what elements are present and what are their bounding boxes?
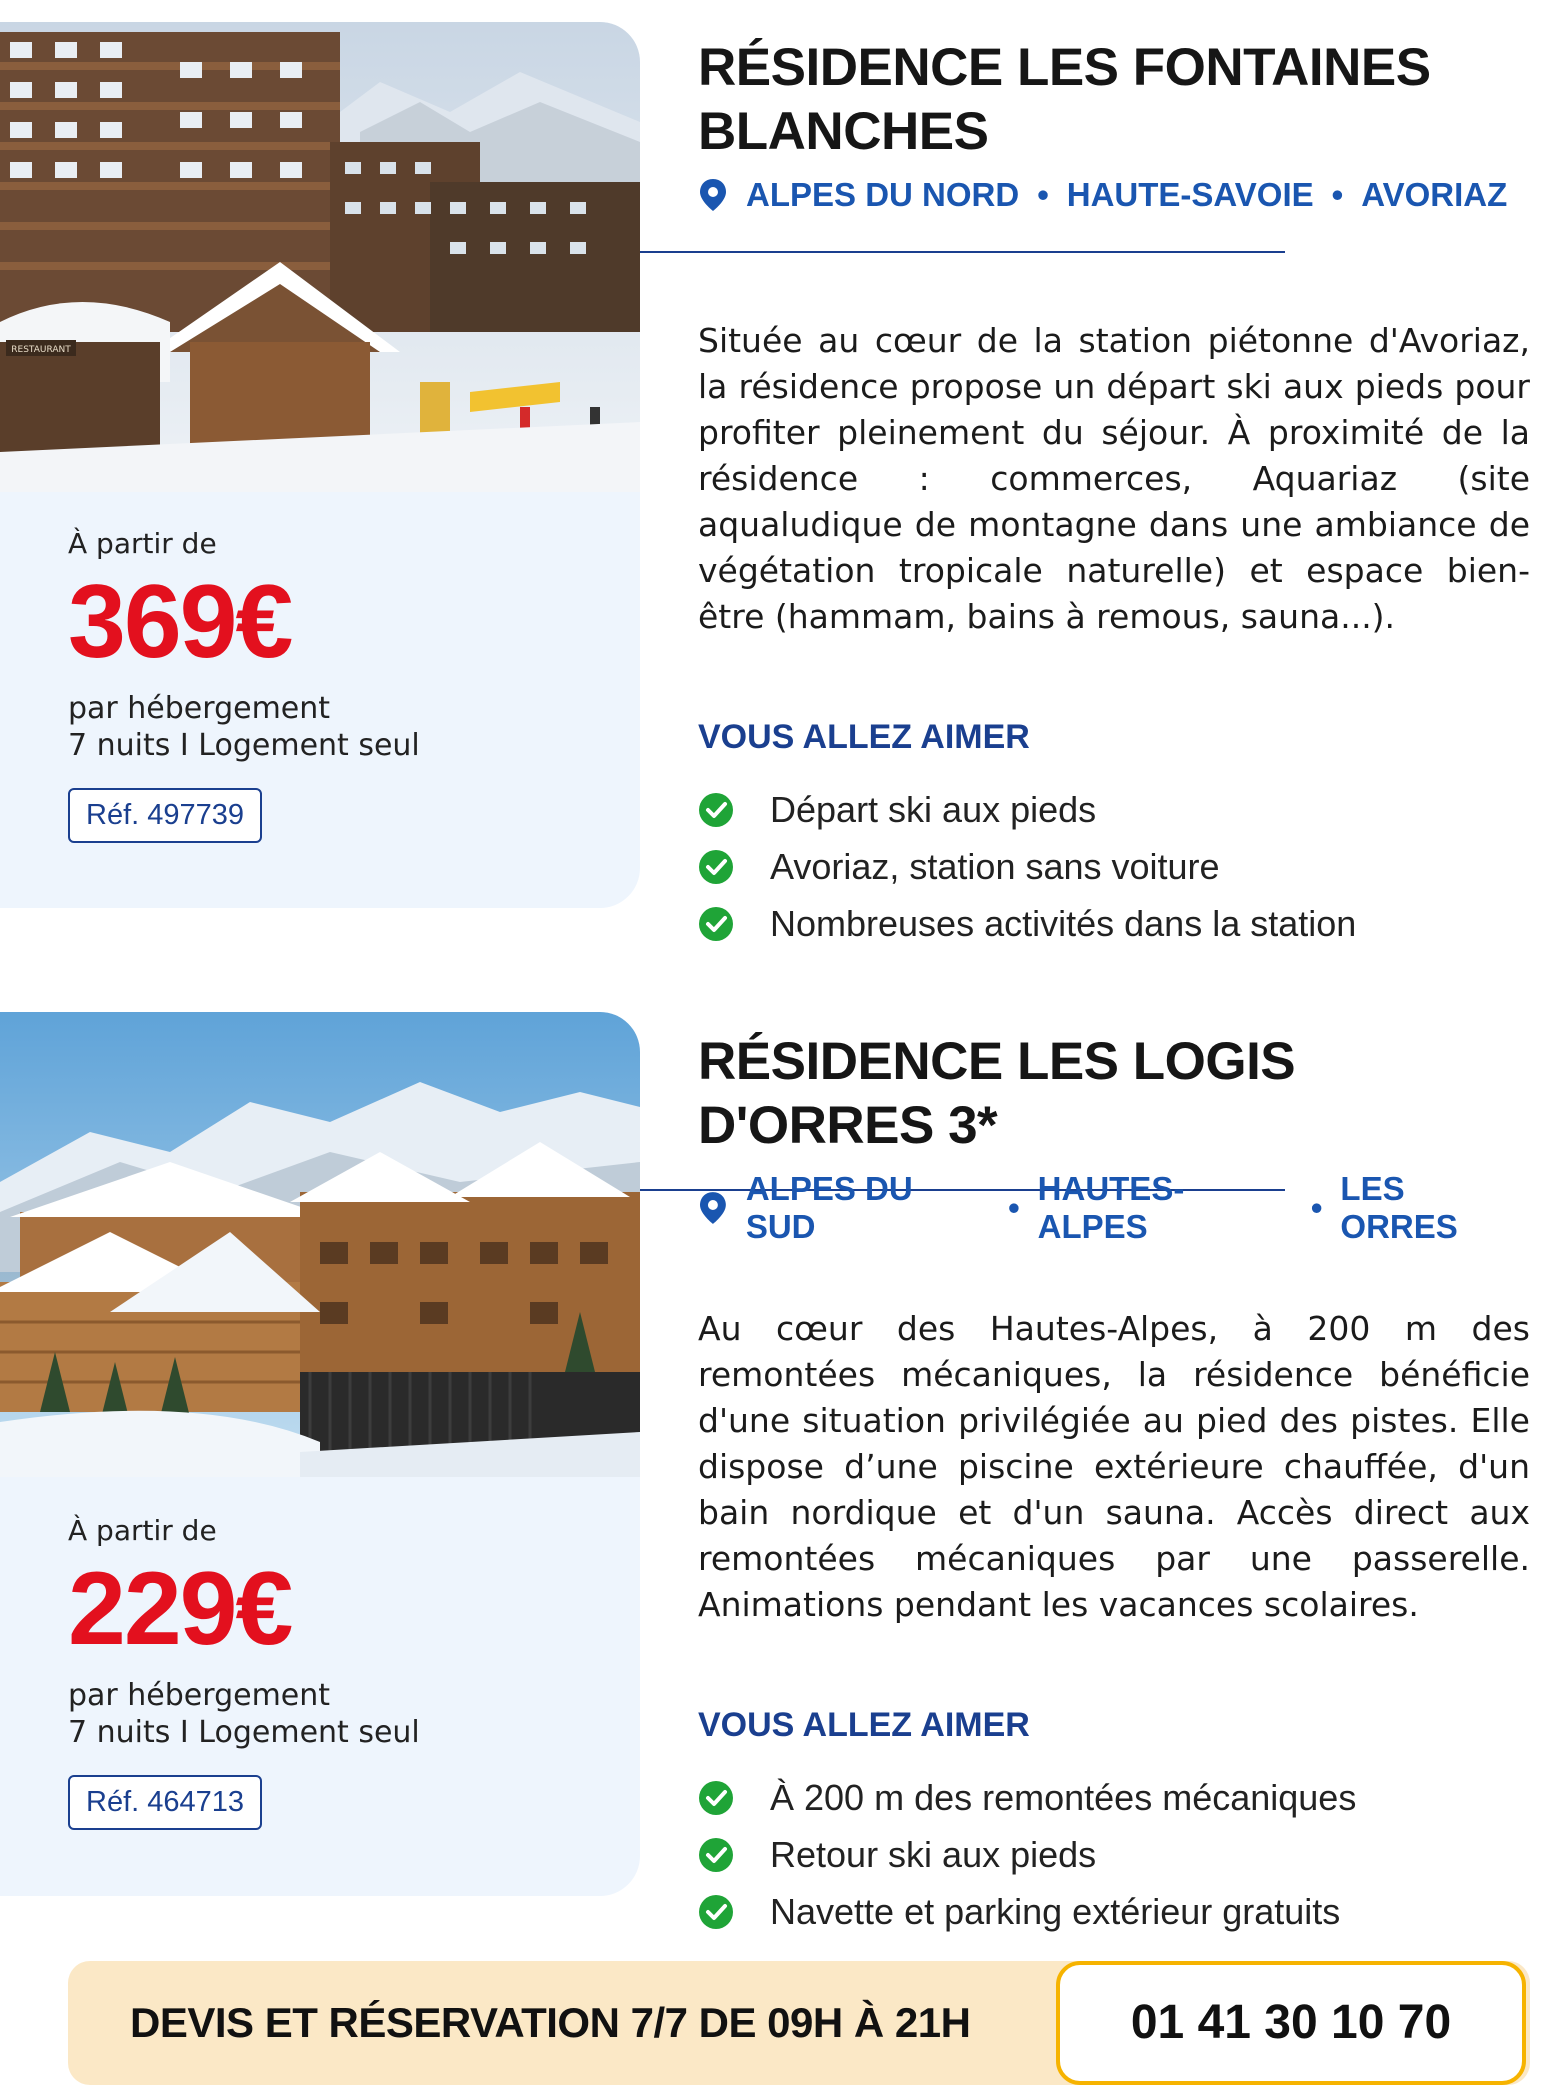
price-conditions [68, 690, 420, 764]
likes-list [698, 781, 1530, 952]
location-line [698, 1170, 1530, 1246]
list-item [698, 838, 1530, 895]
likes-heading: VOUS ALLEZ AIMER [698, 1706, 1030, 1744]
residence-photo-1 [0, 22, 640, 492]
check-circle-icon [698, 792, 734, 828]
from-label: À partir de [68, 527, 217, 560]
check-circle-icon [698, 1837, 734, 1873]
booking-banner [68, 1961, 1530, 2085]
location-separator: • [1037, 176, 1049, 213]
location-line [698, 176, 1530, 214]
from-label: À partir de [68, 1514, 217, 1547]
price-conditions [68, 1677, 420, 1751]
listing-card-2 [0, 1012, 640, 1896]
like-text: Navette et parking extérieur gratuits [770, 1890, 1341, 1932]
location-separator: • [1331, 176, 1344, 213]
price-box-2 [68, 1514, 420, 1830]
phone-number[interactable]: 01 41 30 10 70 [1056, 1961, 1526, 2085]
check-circle-icon [698, 849, 734, 885]
residence-title: RÉSIDENCE LES FONTAINES BLANCHES [698, 38, 1431, 161]
booking-hours-text: DEVIS ET RÉSERVATION 7/7 DE 09H À 21H [130, 1999, 971, 2046]
price-box-1 [68, 527, 420, 843]
restaurant-sign: RESTAURANT [11, 345, 71, 355]
location-department: HAUTE-SAVOIE [1066, 176, 1314, 213]
location-resort: AVORIAZ [1361, 176, 1508, 213]
reference-badge: Réf. 464713 [68, 1775, 262, 1830]
map-pin-icon [698, 178, 728, 212]
like-text: Avoriaz, station sans voiture [770, 845, 1220, 887]
check-circle-icon [698, 1894, 734, 1930]
nights-info: 7 nuits I Logement seul [68, 1715, 420, 1750]
location-resort: LES ORRES [1340, 1170, 1458, 1245]
residence-description: Située au cœur de la station piétonne d'Avoriaz, la résidence propose un départ ski aux pieds pour profiter pleinement du séjour. À proximité de la résidence : commerces, Aquariaz (site aqualudique de montagne dans une ambiance de végétation tropicale naturelle) et espace bien-être (hammam, bains à remous, sauna...). [698, 321, 1530, 636]
per-accommodation: par hébergement [68, 1678, 331, 1713]
listing-card-1 [0, 22, 640, 908]
residence-description: Au cœur des Hautes-Alpes, à 200 m des remontées mécaniques, la résidence bénéficie d'une situation privilégiée au pied des pistes. Elle dispose d’une piscine extérieure chauffée, d'un bain nordique et d'un sauna. Accès direct aux remontées mécaniques par une passerelle. Animations pendant les vacances scolaires. [698, 1309, 1530, 1624]
list-item [698, 895, 1530, 952]
likes-heading: VOUS ALLEZ AIMER [698, 718, 1030, 756]
listing-details-2 [698, 1030, 1530, 1940]
like-text: Départ ski aux pieds [770, 788, 1097, 830]
check-circle-icon [698, 1780, 734, 1816]
likes-list [698, 1769, 1530, 1940]
residence-photo-2 [0, 1012, 640, 1477]
location-region: ALPES DU SUD [745, 1170, 913, 1245]
like-text: Nombreuses activités dans la station [770, 902, 1357, 944]
list-item [698, 1883, 1530, 1940]
nights-info: 7 nuits I Logement seul [68, 728, 420, 763]
list-item [698, 1826, 1530, 1883]
reference-badge: Réf. 497739 [68, 788, 262, 843]
like-text: À 200 m des remontées mécaniques [770, 1776, 1357, 1818]
location-separator: • [1008, 1189, 1020, 1226]
map-pin-icon [698, 1191, 728, 1225]
per-accommodation: par hébergement [68, 691, 331, 726]
list-item [698, 1769, 1530, 1826]
like-text: Retour ski aux pieds [770, 1833, 1097, 1875]
list-item [698, 781, 1530, 838]
price: 229€ [68, 1551, 292, 1667]
location-separator: • [1310, 1189, 1323, 1226]
residence-title: RÉSIDENCE LES LOGIS D'ORRES 3* [698, 1032, 1296, 1155]
check-circle-icon [698, 906, 734, 942]
location-department: HAUTES-ALPES [1037, 1170, 1185, 1245]
price: 369€ [68, 564, 292, 680]
location-region: ALPES DU NORD [746, 176, 1020, 213]
listing-details-1 [698, 36, 1530, 952]
